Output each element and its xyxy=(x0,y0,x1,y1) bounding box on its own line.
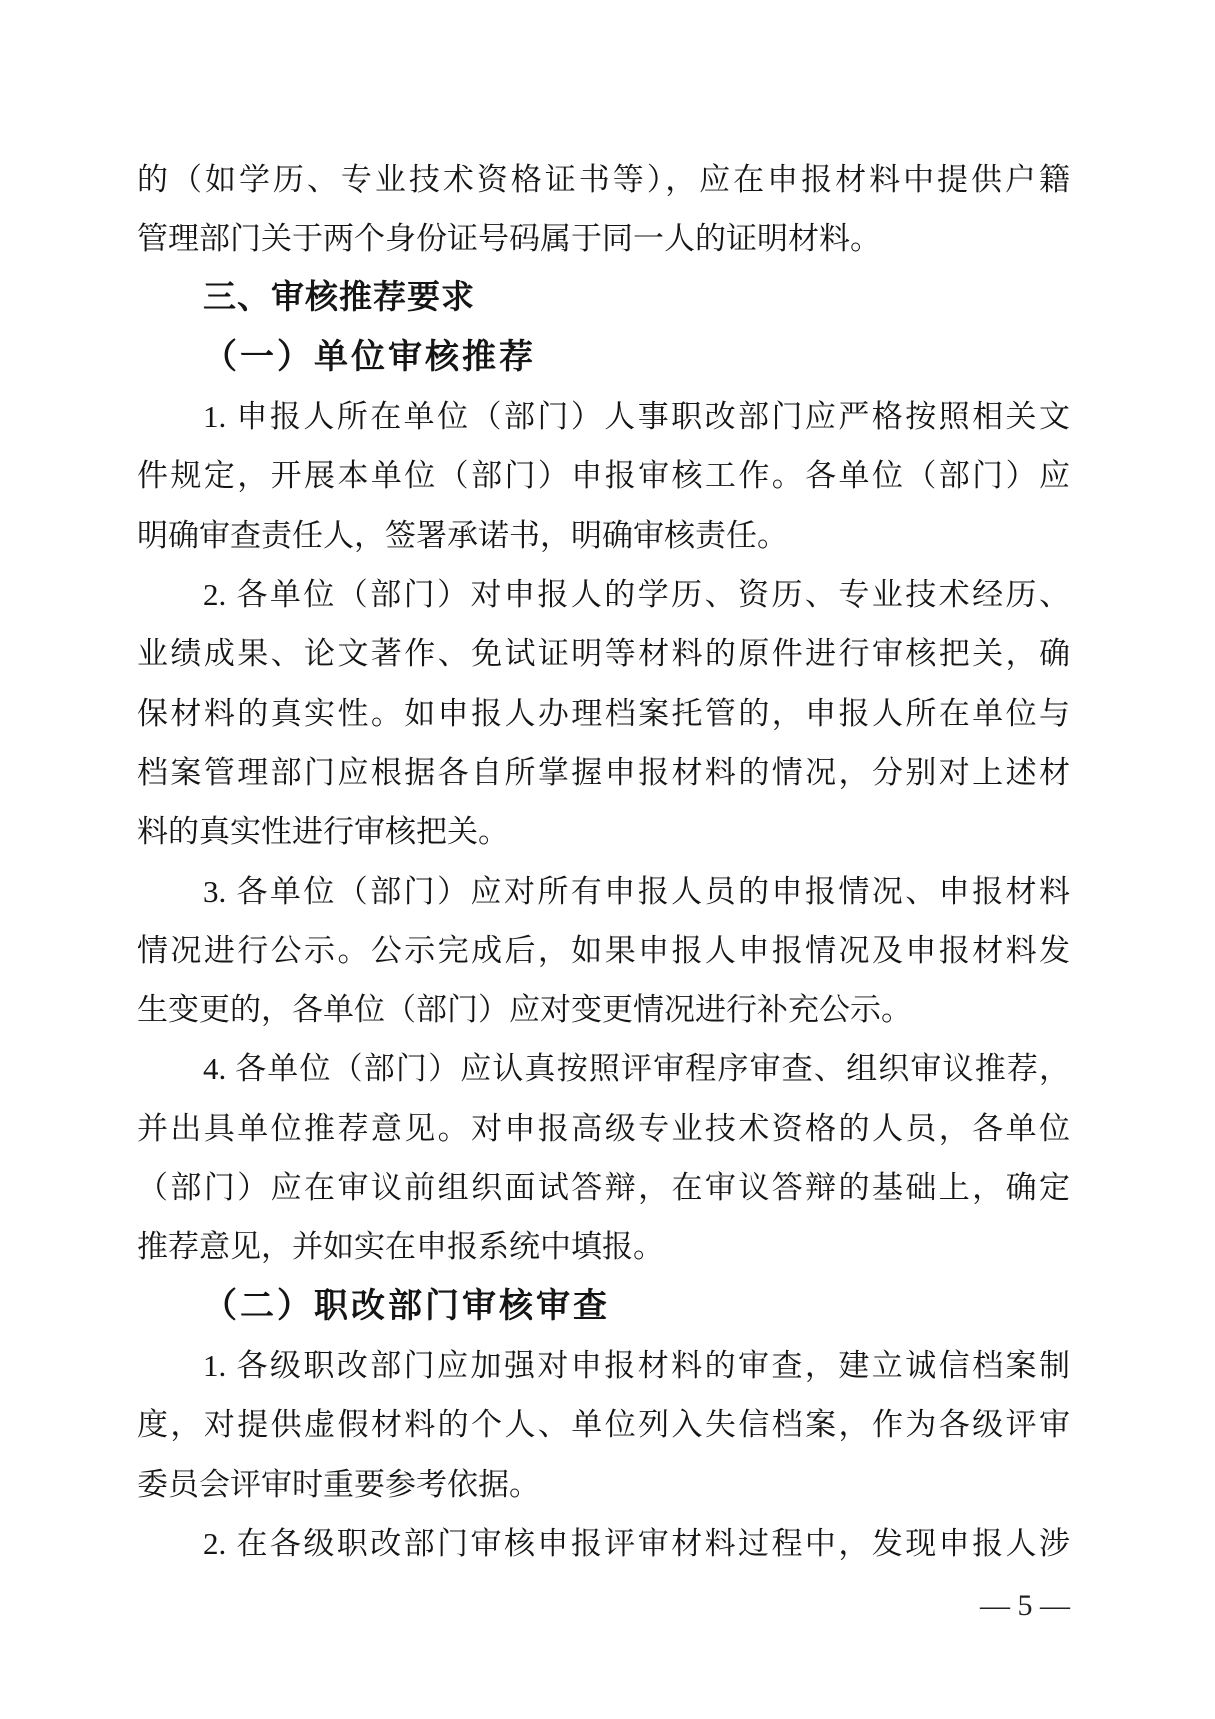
text-line: 1. 各级职改部门应加强对申报材料的审查，建立诚信档案制 xyxy=(203,1347,1070,1383)
subsection-heading: （二）职改部门审核审查 xyxy=(203,1287,610,1325)
text-line: 并出具单位推荐意见。对申报高级专业技术资格的人员，各单位 xyxy=(137,1110,1070,1146)
text-line: 情况进行公示。公示完成后，如果申报人申报情况及申报材料发 xyxy=(137,932,1070,968)
text-line: 档案管理部门应根据各自所掌握申报材料的情况，分别对上述材 xyxy=(137,754,1070,790)
page-number: — 5 — xyxy=(980,1589,1070,1622)
text-line: 保材料的真实性。如申报人办理档案托管的，申报人所在单位与 xyxy=(137,695,1070,731)
text-line: 2. 各单位（部门）对申报人的学历、资历、专业技术经历、 xyxy=(203,577,1070,613)
text-line: 推荐意见，并如实在申报系统中填报。 xyxy=(137,1229,664,1265)
text-line: 2. 在各级职改部门审核申报评审材料过程中，发现申报人涉 xyxy=(203,1525,1070,1561)
text-line: 生变更的，各单位（部门）应对变更情况进行补充公示。 xyxy=(137,992,912,1028)
section-heading: 三、审核推荐要求 xyxy=(203,279,475,316)
text-line: 1. 申报人所在单位（部门）人事职改部门应严格按照相关文 xyxy=(203,399,1070,435)
text-line: 度，对提供虚假材料的个人、单位列入失信档案，作为各级评审 xyxy=(137,1407,1070,1443)
text-line: 的（如学历、专业技术资格证书等），应在申报材料中提供户籍 xyxy=(137,162,1070,197)
text-line: 件规定，开展本单位（部门）申报审核工作。各单位（部门）应 xyxy=(137,458,1070,494)
text-line: 业绩成果、论文著作、免试证明等材料的原件进行审核把关，确 xyxy=(137,636,1070,672)
subsection-heading: （一）单位审核推荐 xyxy=(203,338,536,376)
text-line: 料的真实性进行审核把关。 xyxy=(137,814,509,850)
text-line: 委员会评审时重要参考依据。 xyxy=(137,1466,540,1502)
text-line: （部门）应在审议前组织面试答辩，在审议答辩的基础上，确定 xyxy=(137,1170,1070,1206)
text-line: 管理部门关于两个身份证号码属于同一人的证明材料。 xyxy=(137,221,881,257)
text-line: 明确审查责任人，签署承诺书，明确审核责任。 xyxy=(137,517,788,553)
text-line: 3. 各单位（部门）应对所有申报人员的申报情况、申报材料 xyxy=(203,873,1070,909)
text-line: 4. 各单位（部门）应认真按照评审程序审查、组织审议推荐， xyxy=(203,1051,1070,1087)
document-body xyxy=(137,150,1070,1573)
